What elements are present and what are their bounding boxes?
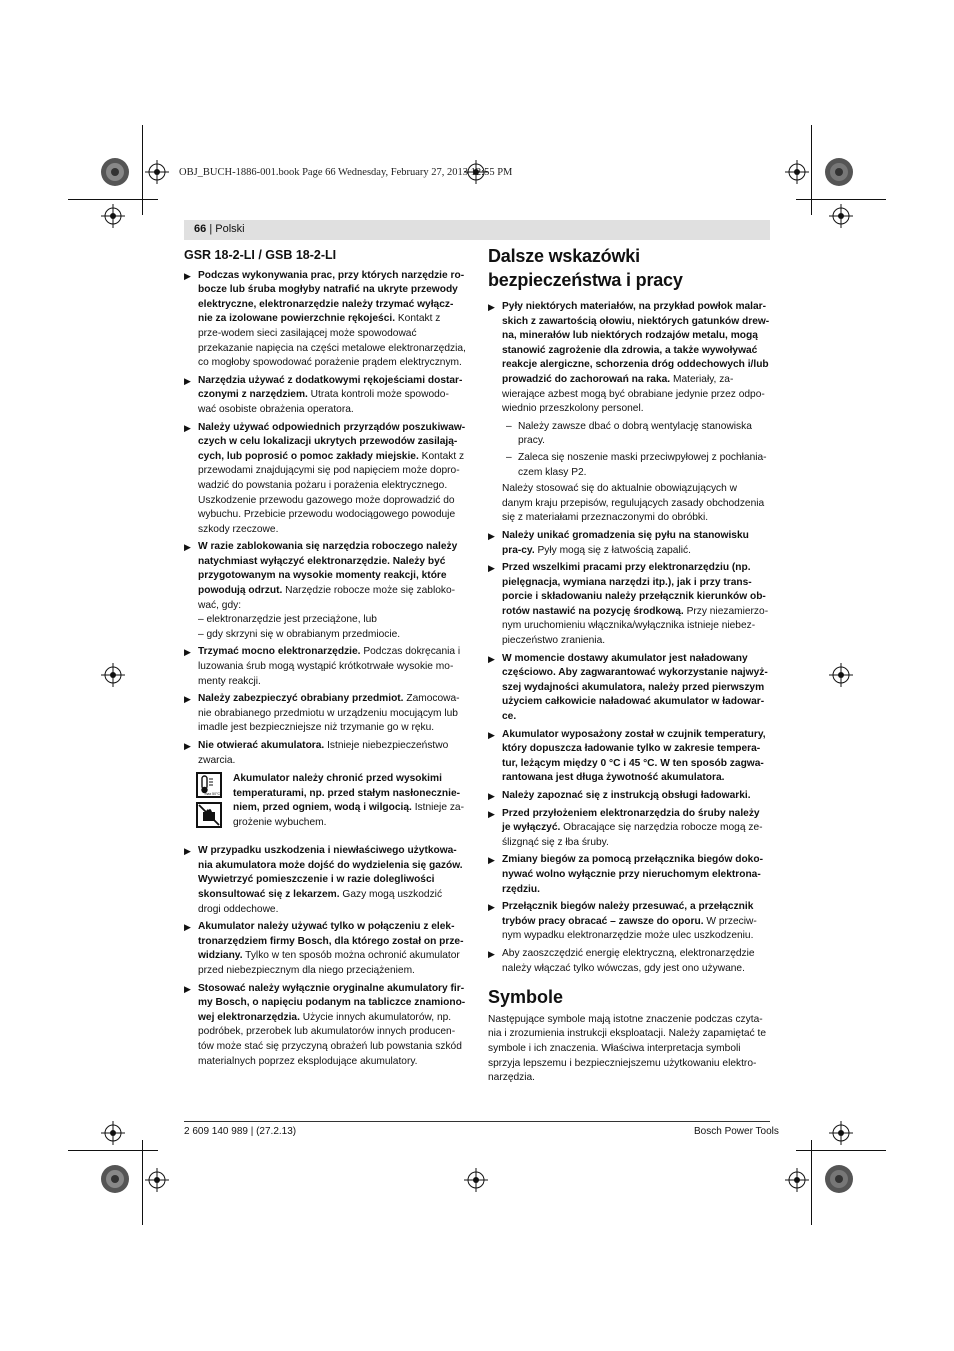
dash-item: – Zaleca się noszenie maski przeciwpyłowej z pochłania-czem klasy P2. [506,451,767,478]
battery-warning-block [196,772,466,832]
bullet-item: ▶ W przypadku uszkodzenia i niewłaściwego użytkowa-nia akumulatora może dojść do wydzielenia się gazów. Wywietrzyć pomieszczenie i w razie dolegliwości skonsultować się z lekarzem. Gazy mogą uszkodzić drogi oddechowe. [184,845,463,915]
registration-mark-top-right [824,157,854,192]
print-info: OBJ_BUCH-1886-001.book Page 66 Wednesday, February 27, 2013 12:55 PM [179,167,513,178]
arrow-icon: ▶ [488,302,495,312]
left-column [184,248,466,1072]
footer-rule [184,1121,770,1122]
page-header-bar: 66 | Polski [184,220,770,240]
bullet-item: ▶ Podczas wykonywania prac, przy których narzędzie ro-bocze lub śruba mogłyby natrafić na ukryte przewody elektryczne, elektronarzędzie należy trzymać wyłącz-nie za izolowane powierzchnie rękojeści. Kontakt z prze-wodem sieci zasilającej może spowodować przekazanie napięcia na części metalowe elektronarzędzia, co mogłoby spowodować porażenie prądem elektrycznym. [184,269,466,369]
bullet-item: ▶ Akumulator wyposażony został w czujnik temperatury, który dopuszcza ładowanie tylko w zakresie tempera-tur, leżącym między 0 °C i 45 °C. W ten sposób zagwa-rantowana jest długa żywotność akumulatora. [488,728,766,784]
note-paragraph: Należy stosować się do aktualnie obowiązujących w danym kraju przepisów, regulujących zasady obchodzenia się z materiałami przeznaczonymi do obróbki. [502,483,765,524]
arrow-icon: ▶ [184,270,191,281]
bullet-item: ▶ Pyły niektórych materiałów, na przykład powłok malar-skich z zawartością ołowiu, niektórych gatunków drew-na, minerałów lub niektórych rodzajów metalu, mogą stanowić zagrożenie dla zdrowia, a także wywoływać reakcje alergiczne, schorzenia dróg oddechowych i/lub prowadzić do zachorowań na raka. Materiały, za-wierające azbest mogą być obrabiane jedynie przez odpo-wiednio przeszkolony personel. [488,301,770,415]
crosshair-mark [785,160,809,189]
icon-warning-text: Akumulator należy chronić przed wysokimi temperaturami, np. przed stałym nasłonecznie-niem, przed ogniem, wodą i wilgocią. Istnieje za-grożenie wybuchem. [233,773,464,828]
bullet-item: ▶ Nie otwierać akumulatora. Istnieje niebezpieczeństwo zwarcia. [184,740,449,766]
arrow-icon: ▶ [184,422,191,433]
arrow-icon: ▶ [184,647,191,658]
crop-line [811,1140,812,1225]
arrow-icon: ▶ [184,542,191,553]
crop-line [68,1150,158,1151]
arrow-icon: ▶ [488,855,495,866]
arrow-icon: ▶ [488,653,495,664]
bullet-item: ▶ Zmiany biegów za pomocą przełącznika biegów doko-nywać wolno wyłącznie przy nieruchomym elektrona-rzędziu. [488,854,763,895]
arrow-icon: ▶ [184,846,191,857]
no-fire-water-icon [196,802,222,828]
arrow-icon: ▶ [184,741,191,751]
crosshair-mark [829,204,853,233]
crosshair-mark [829,663,853,692]
crosshair-mark [785,1168,809,1197]
bullet-item: ▶ Należy unikać gromadzenia się pyłu na stanowisku pra-cy. Pyły mogą się z łatwością zapalić. [488,529,749,556]
crop-line [142,125,143,215]
footer-brand: Bosch Power Tools [694,1126,779,1137]
bullet-item: ▶ Przed przyłożeniem elektronarzędzia do śruby należy je wyłączyć. Obracające się narzędzia robocze mogą ze-ślizgnąć się z łba śruby. [488,807,763,848]
bullet-item: ▶ Narzędzia używać z dodatkowymi rękojeściami dostar-czonymi z narzędziem. Utrata kontroli może spowodo-wać osobiste obrażenia operatora. [184,374,463,415]
section-heading: Dalsze wskazówki bezpieczeństwa i pracy [488,246,683,290]
crosshair-mark [145,160,169,189]
registration-mark-top-left [100,157,130,192]
bullet-item: ▶ Przełącznik biegów należy przesuwać, a przełącznik trybów pracy obracać – zawsze do oporu. W przeciw-nym wypadku elektronarzędzie może ulec uszkodzeniu. [488,901,757,942]
bullet-item: ▶ Należy zabezpieczyć obrabiany przedmiot. Zamocowa-nie obrabianego przedmiotu w urządzeniu mocującym lub imadle jest bezpieczniejsze niż trzymanie go w ręku. [184,693,460,734]
arrow-icon: ▶ [488,948,495,959]
page-number: 66 [194,223,207,235]
crop-line [68,199,158,200]
section-name: Polski [215,223,245,235]
crosshair-mark [101,204,125,233]
thermometer-max-temp-icon [196,772,222,798]
registration-mark-bottom-right [824,1164,854,1199]
symbols-paragraph: Następujące symbole mają istotne znaczenie podczas czyta-nia i zrozumienia instrukcji eksploatacji. Należy zapamiętać te symbole i ich znaczenia. Właściwa interpretacja symboli sprzyja lepszemu i bezpieczniejszemu użytkowaniu elektro-narzędzia. [488,1013,767,1084]
bullet-item: ▶ Aby zaoszczędzić energię elektryczną, elektronarzędzie należy włączać tylko wówczas, gdy jest ono używane. [488,947,755,974]
bullet-item: ▶ Przed wszelkimi pracami przy elektronarzędziu (np. pielęgnacja, wymiana narzędzi itp.), jak i przy trans-porcie i składowaniu należy przełącznik kierunków ob-rotów nastawić na pozycję środkową. Przy niezamierzo-nym uruchomieniu włącznika/wyłącznika istnieje niebez-pieczeństwo zranienia. [488,562,769,647]
bullet-item: ▶ Należy zapoznać się z instrukcją obsługi ładowarki. [488,789,770,804]
bullet-item: ▶ Stosować należy wyłącznie oryginalne akumulatory fir-my Bosch, o napięciu podanym na tabliczce znamiono-wej elektronarzędzia. Użycie innych akumulatorów, np. podróbek, przerobek lub akumulatorów innych producen-tów może stać się przyczyną obrażeń lub powstania szkód materialnych poprzez eksplodujące akumulatory. [184,982,466,1067]
sub-item: – elektronarzędzie jest przeciążone, lub [198,614,377,626]
arrow-icon: ▶ [184,694,191,705]
arrow-icon: ▶ [184,375,191,386]
crosshair-mark [101,1121,125,1150]
arrow-icon: ▶ [488,791,495,801]
arrow-icon: ▶ [488,563,495,574]
arrow-icon: ▶ [488,902,495,913]
arrow-icon: ▶ [184,922,191,933]
model-title: GSR 18-2-LI / GSB 18-2-LI [184,248,337,262]
arrow-icon: ▶ [488,530,495,541]
bullet-item: ▶ W momencie dostawy akumulator jest naładowany częściowo. Aby zagwarantować wykorzystanie najwyż-szej wydajności akumulatora, należy przed pierwszym użyciem całkowicie naładować akumulator w ładowar-ce. [488,652,768,723]
dash-item: – Należy zawsze dbać o dobrą wentylację stanowiska pracy. [506,420,752,447]
arrow-icon: ▶ [488,808,495,819]
right-column [488,248,770,1086]
crosshair-mark [145,1168,169,1197]
footer-doc-number: 2 609 140 989 | (27.2.13) [184,1126,297,1137]
bullet-item: ▶ Trzymać mocno elektronarzędzie. Podczas dokręcania i luzowania śrub mogą wystąpić krótkotrwałe wysokie mo-menty reakcji. [184,646,461,687]
crop-line [811,125,812,215]
bullet-item: ▶ W razie zablokowania się narzędzia roboczego należy natychmiast wyłączyć elektronarzędzie. Należy być przygotowanym na wysokie momenty reakcji, które powodują odrzut. Narzędzie robocze może się zabloko-wać, gdy: [184,541,458,611]
crop-line [796,1150,886,1151]
crop-line [142,1140,143,1225]
registration-mark-bottom-left [100,1164,130,1199]
bullet-item: ▶ Akumulator należy używać tylko w połączeniu z elek-tronarzędziem firmy Bosch, dla którego został on prze-widziany. Tylko w ten sposób można ochronić akumulator przed niebezpiecznym dla niego przeciążeniem. [184,921,464,976]
arrow-icon: ▶ [184,983,191,994]
crop-line [796,199,886,200]
crosshair-mark [464,1168,488,1197]
sub-item: – gdy skrzyni się w obrabianym przedmiocie. [198,628,401,640]
icon-label-text: max 50°C [204,792,220,797]
bullet-item: ▶ Należy używać odpowiednich przyrządów poszukiwaw-czych w celu lokalizacji ukrytych przewodów zasilają-cych, lub poprosić o pomoc zakłady miejskie. Kontakt z przewodami znajdującymi się pod napięciem może dopro-wadzić do powstania pożaru i porażenia elektrycznego. Uszkodzenie przewodu gazowego może doprowadzić do wybuchu. Przebicie przewodu wodociągowego powoduje szkody rzeczowe. [184,421,466,535]
arrow-icon: ▶ [488,729,495,740]
crosshair-mark [101,663,125,692]
symbols-heading: Symbole [488,987,564,1008]
crosshair-mark [829,1121,853,1150]
